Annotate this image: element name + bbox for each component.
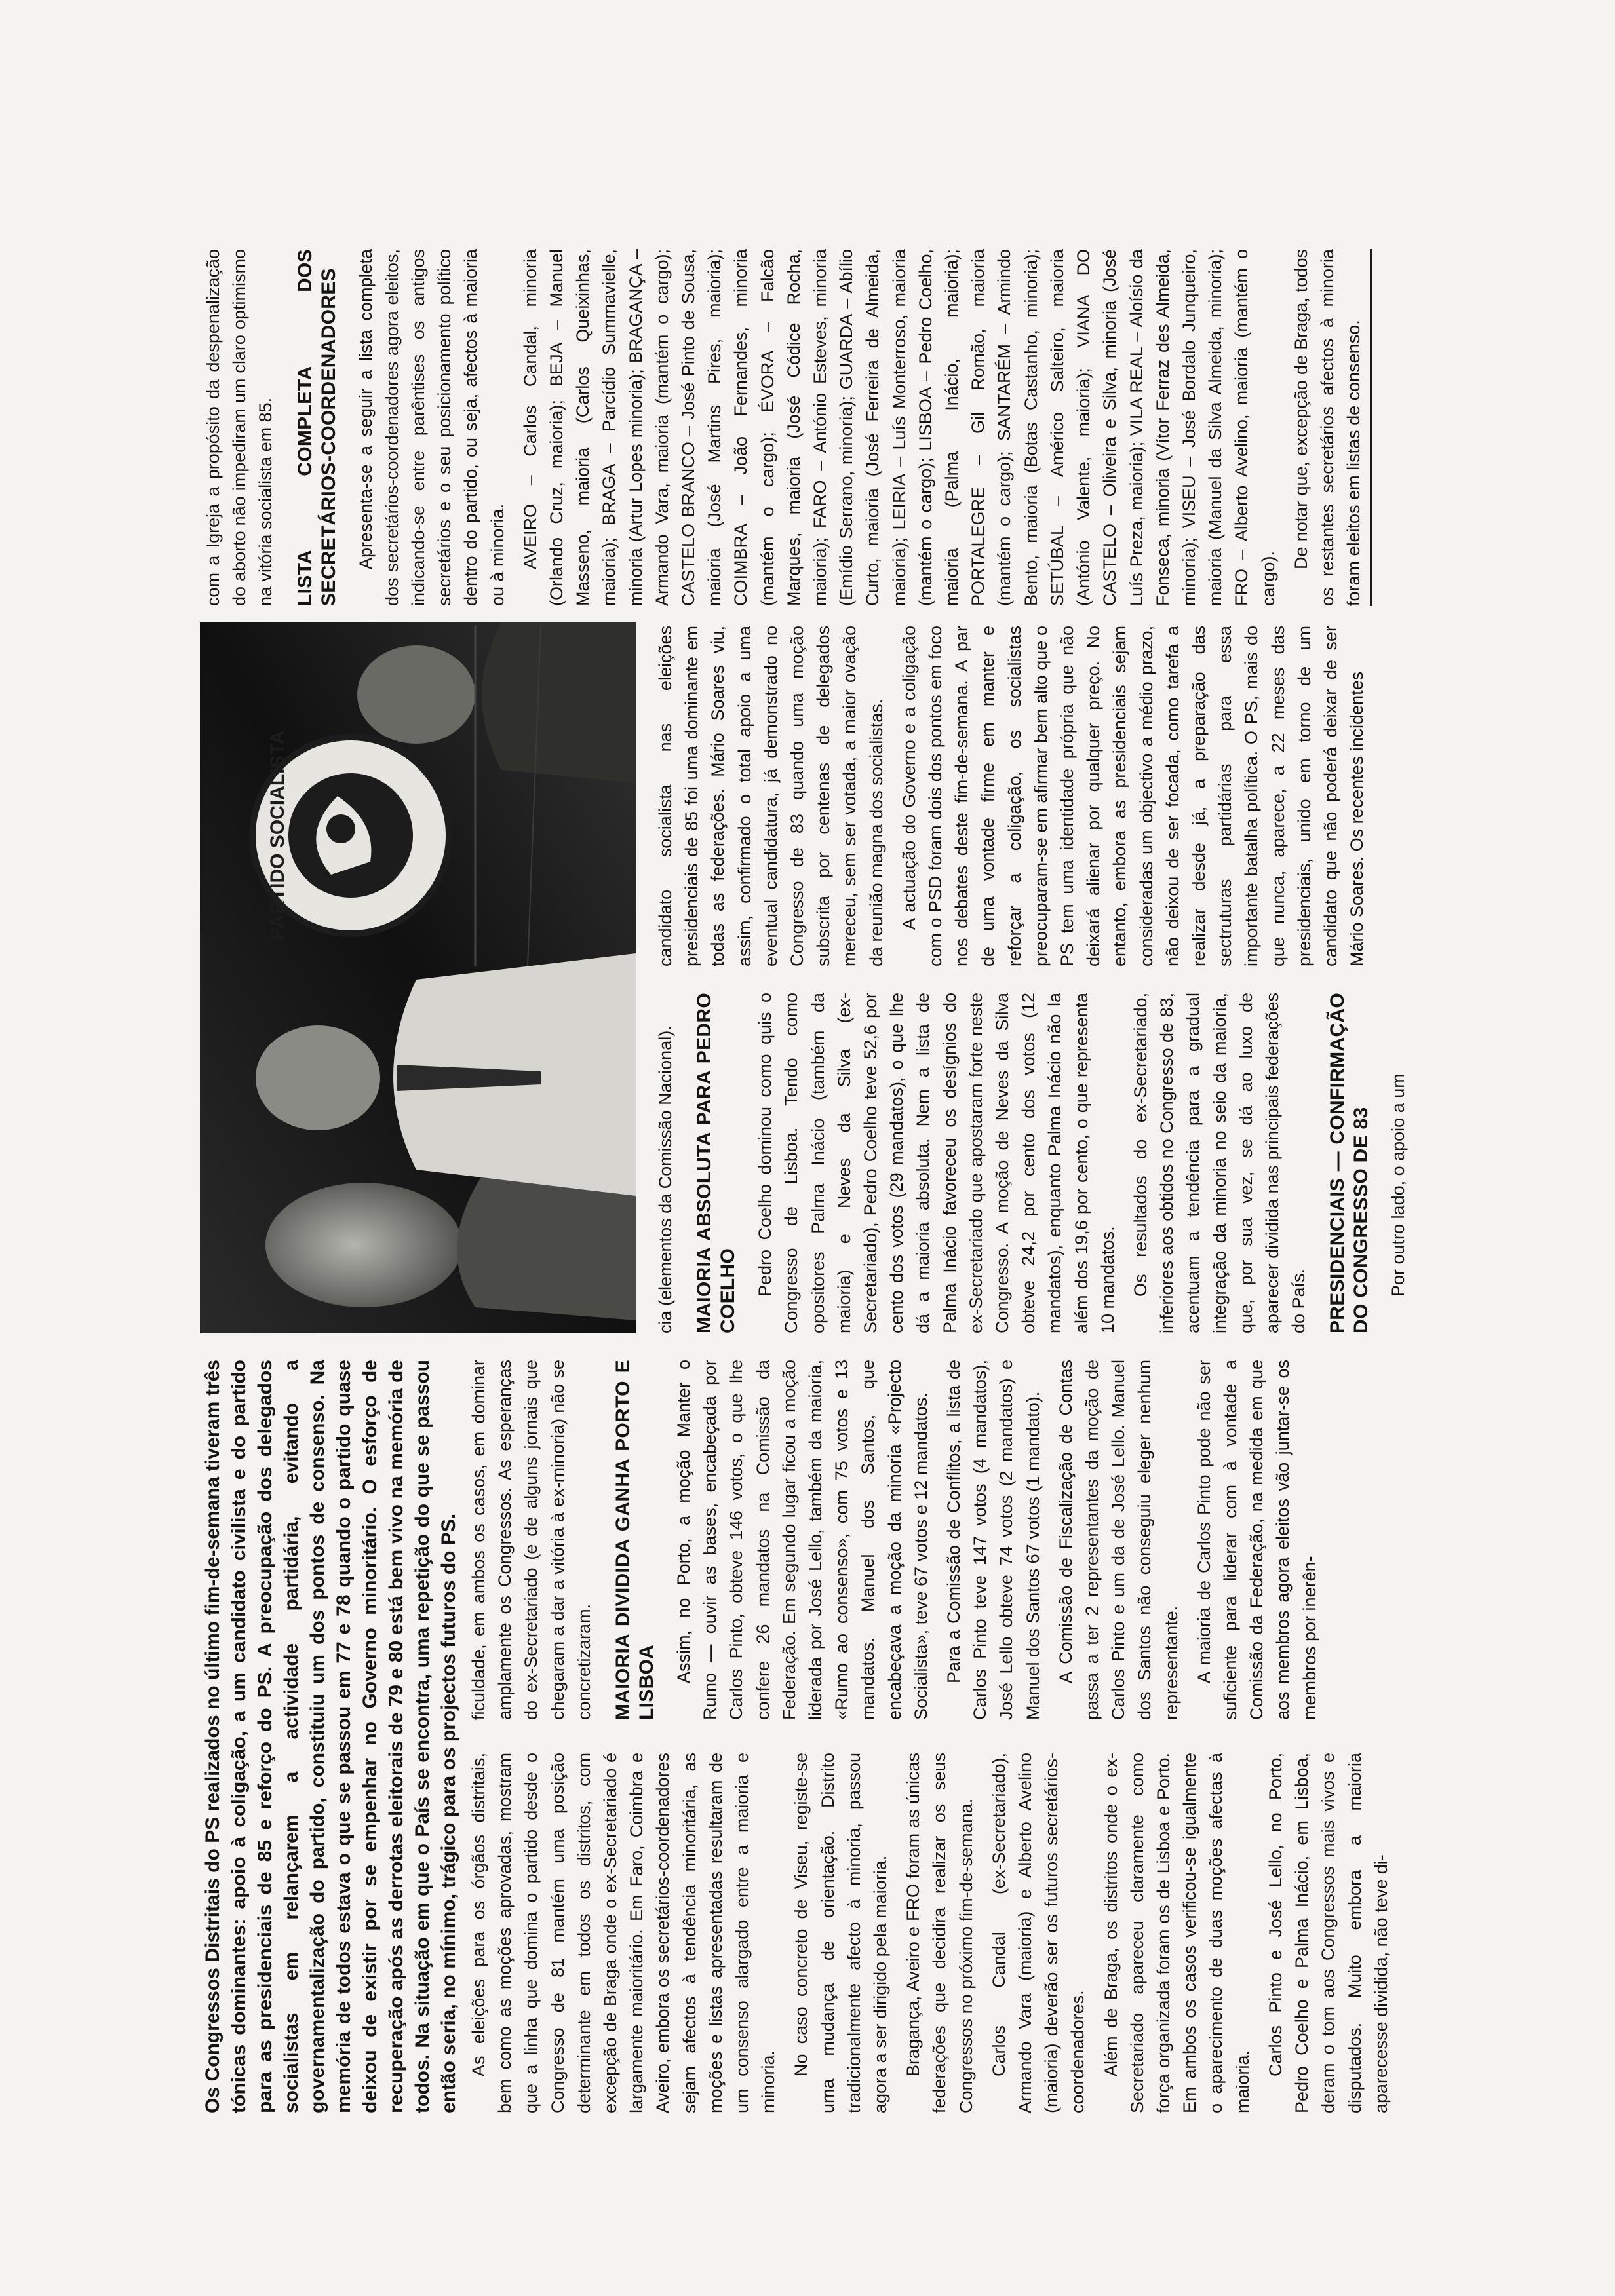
- paragraph: AVEIRO – Carlos Candal, minoria (Orlando Cruz, maioria); BEJA – Manuel Masseno, maioria (Carlos Queixinhas, maioria); BRAGA – Parcídio Summavielle, minoria (Artur Lopes minoria); BRAGANÇA – Armando Vara, maioria (mantém o cargo); CASTELO BRANCO – José Pinto de Sousa, maioria (José Martins Pires, maioria); COIMBRA – João Fernandes, minoria (mantém o cargo); ÉVORA – Falcão Marques, maioria (José Códice Rocha, maioria); FARO – António Esteves, minoria (Emídio Serrano, minoria); GUARDA – Abílio Curto, maioria (José Ferreira de Almeida, maioria); LEIRIA – Luís Monterroso, maioria (mantém o cargo); LISBOA – Pedro Coelho, maioria (Palma Inácio, maioria); PORTALEGRE – Gil Romão, maioria (mantém o cargo); SANTARÉM – Armindo Bento, maioria (Botas Castanho, minoria); SETÚBAL – Américo Salteiro, maioria (António Valente, maioria); VIANA DO CASTELO – Oliveira e Silva, minoria (José Luís Preza, maioria); VILA REAL – Aloísio da Fonseca, minoria (Vítor Ferraz des Almeida, minoria); VISEU – José Bordalo Junqueiro, maioria (Manuel da Silva Almeida, minoria); FRO – Alberto Avelino, maioria (mantém o cargo).: [520, 249, 1278, 606]
- column-1: [465, 1753, 1394, 2113]
- paragraph: Para a Comissão de Conflitos, a lista de Carlos Pinto teve 147 votos (4 mandatos), José Lello obteve 74 votos (2 mandatos) e Manuel dos Santos 67 votos (1 mandato).: [944, 1360, 1043, 1720]
- column-5: [200, 249, 1367, 606]
- paragraph: Além de Braga, os distritos onde o ex-Secretariado apareceu claramente como força organizada foram os de Lisboa e Porto. Em ambos os casos verificou-se igualmente o aparecimento de duas moções afectas à maioria.: [1100, 1753, 1253, 2113]
- column-2: [465, 1360, 1323, 1720]
- paragraph: A actuação do Governo e a coligação com o PSD foram dois dos pontos em foco nos debates deste fim-de-semana. A par de uma vontade firme em manter e reforçar a coligação, os socialistas preocuparam-se em afirmar bem alto que o PS tem uma identidade própria que não deixará alienar por qualquer preço. No entanto, embora as presidenciais sejam consideradas um objectivo a médio prazo, não deixou de ser focada, como tarefa a realizar desde já, a preparação das sectruturas partidárias para essa importante batalha política. O PS, mais do que nunca, aparece, a 22 meses das presidenciais, unido em torno de um candidato que não poderá deixar de ser Mário Soares. Os recentes incidentes: [899, 626, 1367, 966]
- paragraph: Apresenta-se a seguir a lista completa dos secretários-coordenadores agora eleitos, indicando-se entre parêntises os antigos secretários e o seu posicionamento político dentro do partido, ou seja, afectos à maioria ou à minoria.: [355, 249, 507, 606]
- section-heading: MAIORIA ABSOLUTA PARA PEDRO COELHO: [693, 993, 739, 1333]
- paragraph: De notar que, excepção de Braga, todos os restantes secretários afectos à minoria foram eleitos em listas de consenso.: [1291, 249, 1364, 606]
- section-heading: LISTA COMPLETA DOS SECRETÁRIOS-COORDENADORES: [294, 249, 340, 606]
- newspaper-clipping: [200, 226, 1426, 2113]
- paragraph: ficuldade, em ambos os casos, em dominar amplamente os Congressos. As esperanças do ex-Secretariado (e de alguns jornais que chegaram a dar a vitória à ex-minoria) não se concretizaram.: [469, 1360, 594, 1720]
- paragraph: A maioria de Carlos Pinto pode não ser suficiente para liderar com à vontade a Comissão da Federação, na medida em que aos membros agora eleitos vão juntar-se os membros por inerên-: [1194, 1360, 1319, 1720]
- emblem-text: PARTIDO SOCIALISTA: [267, 730, 288, 941]
- lead-paragraph: Os Congressos Distritais do PS realizados no último fim-de-semana tiveram três tónicas dominantes: apoio à coligação, a um candidato civilista e do partido para as presidenciais de 85 e reforço do PS. A preocupação dos delegados socialistas em relançarem a actividade partidária, evitando a governamentalização do partido, constituiu um dos pontos de consenso. Na memória de todos estava o que se passou em 77 e 78 quando o partido quase deixou de existir por se empenhar no Governo minoritário. O esforço de recuperação após as derrotas eleitorais de 79 e 80 está bem vivo na memória de todos. Na situação em que o País se encontra, uma repetição do que se passou então seria, no mínimo, trágico para os projectos futuros do PS.: [202, 1360, 459, 2113]
- section-heading: PRESIDENCIAIS — CONFIRMAÇÃO DO CONGRESSO DE 83: [1327, 993, 1372, 1333]
- paragraph: No caso concreto de Viseu, registe-se uma mudança de orientação. Distrito tradicionalmente afecto à minoria, passou agora a ser dirigido pela maioria.: [791, 1753, 891, 2113]
- paragraph: candidato socialista nas eleições presidenciais de 85 foi uma dominante em todas as federações. Mário Soares viu, assim, confirmado o total apoio a uma eventual candidatura, já demonstrado no Congresso de 83 quando uma moção subscrita por centenas de delegados mereceu, sem ser votada, a maior ovação da reunião magna dos socialistas.: [655, 626, 886, 966]
- paragraph: Assim, no Porto, a moção Manter o Rumo — ouvir as bases, encabeçada por Carlos Pinto, obteve 146 votos, o que lhe confere 26 mandatos na Comissão da Federação. Em segundo lugar ficou a moção liderada por José Lello, também da maioria, «Rumo ao consenso», com 75 votos e 13 mandatos. Manuel dos Santos, que encabeçava a moção da minoria «Projecto Socialista», teve 67 votos e 12 mandatos.: [674, 1360, 931, 1720]
- paragraph: Pedro Coelho dominou como quis o Congresso de Lisboa. Tendo como opositores Palma Inácio (também da maioria) e Neves da Silva (ex-Secretariado), Pedro Coelho teve 52,6 por cento dos votos (29 mandatos), o que lhe dá a maioria absoluta. Nem a lista de Palma Inácio favoreceu os desígnios do ex-Secretariado que apostaram forte neste Congresso. A moção de Neves da Silva obteve 24,2 por cento dos votos (12 mandatos), enquanto Palma Inácio não la além dos 19,6 por cento, o que representa 10 mandatos.: [755, 993, 1118, 1333]
- column-3: [652, 993, 1412, 1333]
- end-rule: [1370, 249, 1372, 606]
- paragraph: A Comissão de Fiscalização de Contas passa a ter 2 representantes da moção de Carlos Pinto e um da de José Lello. Manuel dos Santos não conseguiu eleger nenhum representante.: [1055, 1360, 1181, 1720]
- photo-illustration: [200, 622, 636, 1333]
- paragraph: Bragança, Aveiro e FRO foram as únicas federações que decidira realizar os seus Congressos no próximo fim-de-semana.: [903, 1753, 976, 2113]
- paragraph: As eleições para os órgãos distritais, bem como as moções aprovadas, mostram que a linha que domina o partido desde o Congresso de 81 mantém uma posição determinante em todos os distritos, com excepção de Braga onde o ex-Secretariado é largamente maioritário. Em Faro, Coimbra e Aveiro, embora os secretários-coordenadores sejam afectos à tendência minoritária, as moções e listas apresentadas resultaram de um consenso alargado entre a maioria e minoria.: [469, 1753, 779, 2113]
- paragraph: Carlos Pinto e José Lello, no Porto, Pedro Coelho e Palma Inácio, em Lisboa, deram o tom aos Congressos mais vivos e disputados. Muito embora a maioria aparecesse dividida, não teve di-: [1265, 1753, 1391, 2113]
- column-4: [652, 626, 1370, 966]
- paragraph: Por outro lado, o apoio a um: [1388, 1073, 1409, 1297]
- paragraph: com a Igreja a propósito da despenalização do aborto não impediram um claro optimismo na vitória socialista em 85.: [203, 249, 276, 606]
- section-heading: MAIORIA DIVIDIDA GANHA PORTO E LISBOA: [612, 1360, 658, 1720]
- news-photo: [200, 622, 636, 1333]
- party-emblem: [252, 731, 449, 941]
- paragraph: Os resultados do ex-Secretariado, inferiores aos obtidos no Congresso de 83, acentuam a tendência para a gradual integração da minoria no seio da maioria, que, por sua vez, se dá ao luxo de aparecer dividida nas principais federações do País.: [1131, 993, 1309, 1333]
- paragraph: cia (elementos da Comissão Nacional).: [655, 1025, 675, 1333]
- paragraph: Carlos Candal (ex-Secretariado), Armando Vara (maioria) e Alberto Avelino (maioria) deverão ser os futuros secretários-coordenadores.: [988, 1753, 1088, 2113]
